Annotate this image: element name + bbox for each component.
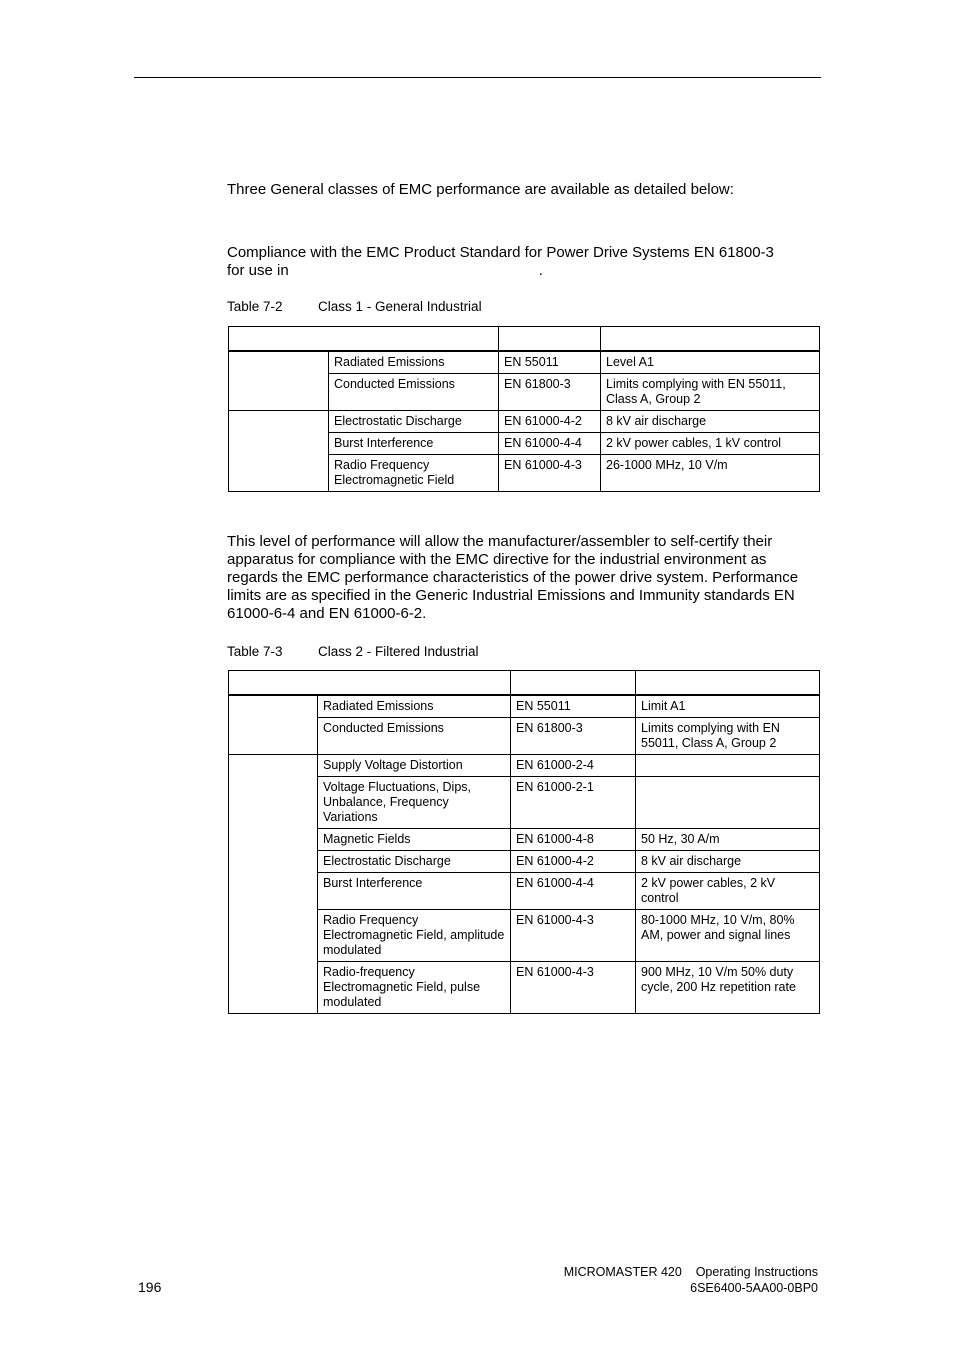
table-row <box>229 718 820 755</box>
table-cell: Radio-frequency Electromagnetic Field, pulse modulated <box>318 962 511 1014</box>
class2-description: This level of performance will allow the manufacturer/assembler to self-certify their apparatus for compliance with the EMC directive for the industrial environment as regards the EMC performance characteristics of the power drive system. Performance limits are as specified in the Generic Industrial Emissions and Immunity standards EN 61000-6-4 and EN 61000-6-2. <box>227 533 799 622</box>
table-cell: 50 Hz, 30 A/m <box>636 829 820 851</box>
table-cell: Limits complying with EN 55011, Class A, Group 2 <box>601 374 820 411</box>
table-cell: EN 61000-2-4 <box>511 755 636 777</box>
table-cell <box>636 777 820 829</box>
table-row <box>229 411 820 433</box>
table-row <box>229 755 820 777</box>
table-cell: 26-1000 MHz, 10 V/m <box>601 455 820 492</box>
table-cell: 80-1000 MHz, 10 V/m, 80% AM, power and signal lines <box>636 910 820 962</box>
class1-description <box>227 244 821 280</box>
table-cell: 2 kV power cables, 1 kV control <box>601 433 820 455</box>
table2-group-immunity <box>229 755 318 1014</box>
table-cell: Conducted Emissions <box>329 374 499 411</box>
header-rule <box>134 77 821 78</box>
table-cell: 8 kV air discharge <box>636 851 820 873</box>
table-cell: EN 61000-2-1 <box>511 777 636 829</box>
table-cell <box>636 755 820 777</box>
table-cell: EN 61000-4-2 <box>511 851 636 873</box>
table1-title: Class 1 - General Industrial <box>318 299 482 314</box>
table2-title: Class 2 - Filtered Industrial <box>318 644 479 659</box>
table-cell: Radio Frequency Electromagnetic Field, amplitude modulated <box>318 910 511 962</box>
table1-header-phenomenon <box>229 327 499 352</box>
table2-header-level <box>636 671 820 696</box>
table-cell: Supply Voltage Distortion <box>318 755 511 777</box>
page-number: 196 <box>138 1279 162 1295</box>
table-cell: EN 61800-3 <box>511 718 636 755</box>
class1-text-b: for use in <box>227 262 289 279</box>
table1-header-standard <box>499 327 601 352</box>
table-cell: Electrostatic Discharge <box>329 411 499 433</box>
table1-header-level <box>601 327 820 352</box>
table-cell: 8 kV air discharge <box>601 411 820 433</box>
table-cell: Limits complying with EN 55011, Class A, Group 2 <box>636 718 820 755</box>
table-cell: 900 MHz, 10 V/m 50% duty cycle, 200 Hz repetition rate <box>636 962 820 1014</box>
table1-number: Table 7-2 <box>227 299 283 314</box>
table-cell: EN 61000-4-3 <box>511 962 636 1014</box>
table-cell: EN 61000-4-3 <box>511 910 636 962</box>
table1-caption <box>227 299 482 315</box>
table2-group-emissions <box>229 695 318 755</box>
table-cell: Electrostatic Discharge <box>318 851 511 873</box>
table-cell: EN 61000-4-3 <box>499 455 601 492</box>
table-row <box>229 873 820 910</box>
table-cell: Conducted Emissions <box>318 718 511 755</box>
table-cell: Burst Interference <box>329 433 499 455</box>
footer-product: MICROMASTER 420 Operating Instructions <box>563 1265 818 1279</box>
table2-number: Table 7-3 <box>227 644 283 659</box>
table-cell: 2 kV power cables, 2 kV control <box>636 873 820 910</box>
class1-text-a: Compliance with the EMC Product Standard for Power Drive Systems EN 61800-3 <box>227 244 774 261</box>
table-cell: Radiated Emissions <box>329 351 499 374</box>
table-cell: Magnetic Fields <box>318 829 511 851</box>
table-cell: EN 61000-4-2 <box>499 411 601 433</box>
table-cell: EN 61800-3 <box>499 374 601 411</box>
table-row <box>229 351 820 374</box>
table-row <box>229 962 820 1014</box>
table1 <box>228 326 820 492</box>
class1-text-c: . <box>538 262 543 279</box>
table2 <box>228 670 820 1014</box>
table-cell: EN 55011 <box>511 695 636 718</box>
table-row <box>229 910 820 962</box>
table-cell: EN 61000-4-4 <box>511 873 636 910</box>
table2-header-standard <box>511 671 636 696</box>
table-cell: Radio Frequency Electromagnetic Field <box>329 455 499 492</box>
table-cell: Limit A1 <box>636 695 820 718</box>
table-row <box>229 851 820 873</box>
table-cell: EN 61000-4-4 <box>499 433 601 455</box>
table-row <box>229 829 820 851</box>
table-cell: Burst Interference <box>318 873 511 910</box>
footer-order-number: 6SE6400-5AA00-0BP0 <box>690 1281 818 1295</box>
table-cell: Radiated Emissions <box>318 695 511 718</box>
table1-group-emissions <box>229 351 329 411</box>
table-row <box>229 777 820 829</box>
table-cell: Voltage Fluctuations, Dips, Unbalance, Frequency Variations <box>318 777 511 829</box>
table-row <box>229 695 820 718</box>
table2-caption <box>227 644 479 660</box>
table1-group-immunity <box>229 411 329 492</box>
table-cell: EN 61000-4-8 <box>511 829 636 851</box>
table1-header-row <box>229 327 820 352</box>
intro-text: Three General classes of EMC performance are available as detailed below: <box>227 181 734 198</box>
table-cell: EN 55011 <box>499 351 601 374</box>
footer-info <box>564 1264 818 1296</box>
table2-header-phenomenon <box>229 671 511 696</box>
table-cell: Level A1 <box>601 351 820 374</box>
table2-header-row <box>229 671 820 696</box>
